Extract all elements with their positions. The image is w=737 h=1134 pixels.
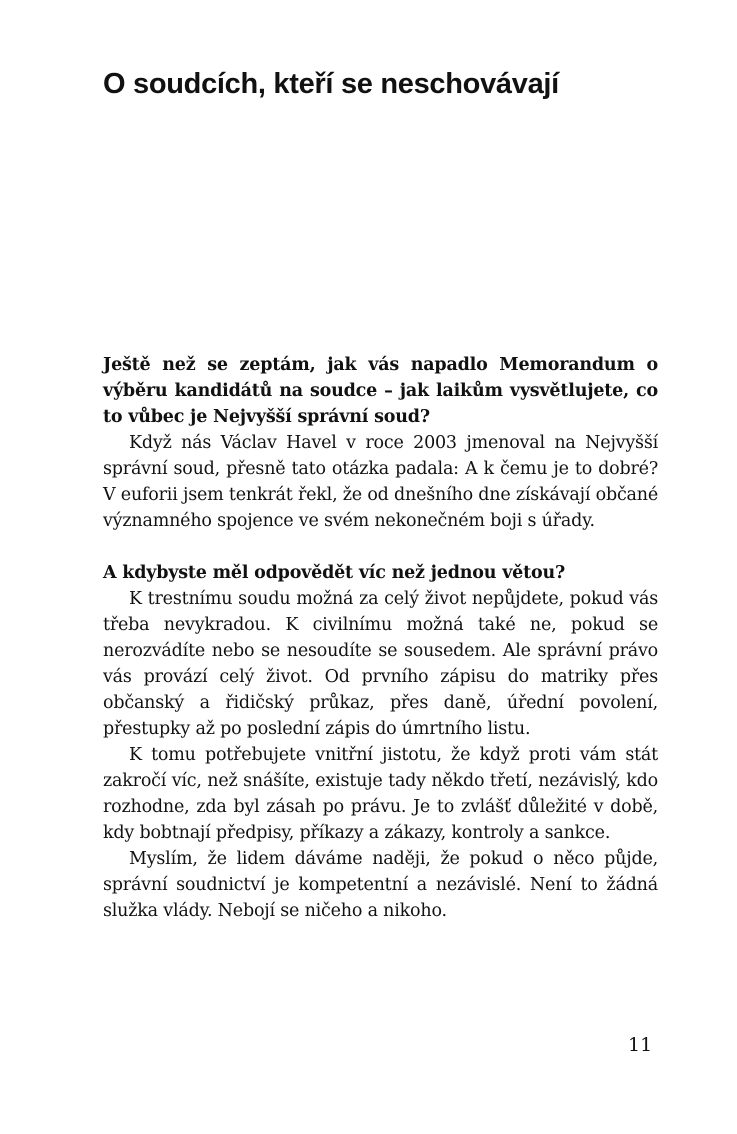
- interview-text: [103, 352, 658, 924]
- question-1: Ještě než se zeptám, jak vás napadlo Memorandum o výběru kandidátů na soudce – jak laikům vysvětlujete, co to vůbec je Nejvyšší správní soud?: [103, 355, 658, 427]
- question-2: A kdybyste měl odpovědět víc než jednou větou?: [103, 563, 566, 583]
- answer-2-paragraph-2: K tomu potřebujete vnitřní jistotu, že když proti vám stát zakročí víc, než snášíte, existuje tady někdo třetí, nezávislý, kdo rozhodne, zda byl zásah po právu. Je to zvlášť důležité v době, kdy bobtnají předpisy, příkazy a zákazy, kontroly a sankce.: [103, 745, 658, 843]
- page-title: O soudcích, kteří se neschovávají: [103, 68, 559, 100]
- answer-2-paragraph-1: K trestnímu soudu možná za celý život nepůjdete, pokud vás třeba nevykradou. K civilnímu možná také ne, pokud se nerozvádíte nebo se nesoudíte se sousedem. Ale správní právo vás provází celý život. Od prvního zápisu do matriky přes občanský a řidičský průkaz, přes daně, úřední povolení, přestupky až po poslední zápis do úmrtního listu.: [103, 589, 658, 739]
- answer-2-paragraph-3: Myslím, že lidem dáváme naději, že pokud o něco půjde, správní soudnictví je kompetentní a nezávislé. Není to žádná služka vlády. Nebojí se ničeho a nikoho.: [103, 849, 658, 921]
- page-number: 11: [628, 1034, 653, 1056]
- answer-1-paragraph-1: Když nás Václav Havel v roce 2003 jmenoval na Nejvyšší správní soud, přesně tato otázka padala: A k čemu je to dobré? V euforii jsem tenkrát řekl, že od dnešního dne získávají občané významného spojence ve svém nekonečném boji s úřady.: [103, 433, 659, 531]
